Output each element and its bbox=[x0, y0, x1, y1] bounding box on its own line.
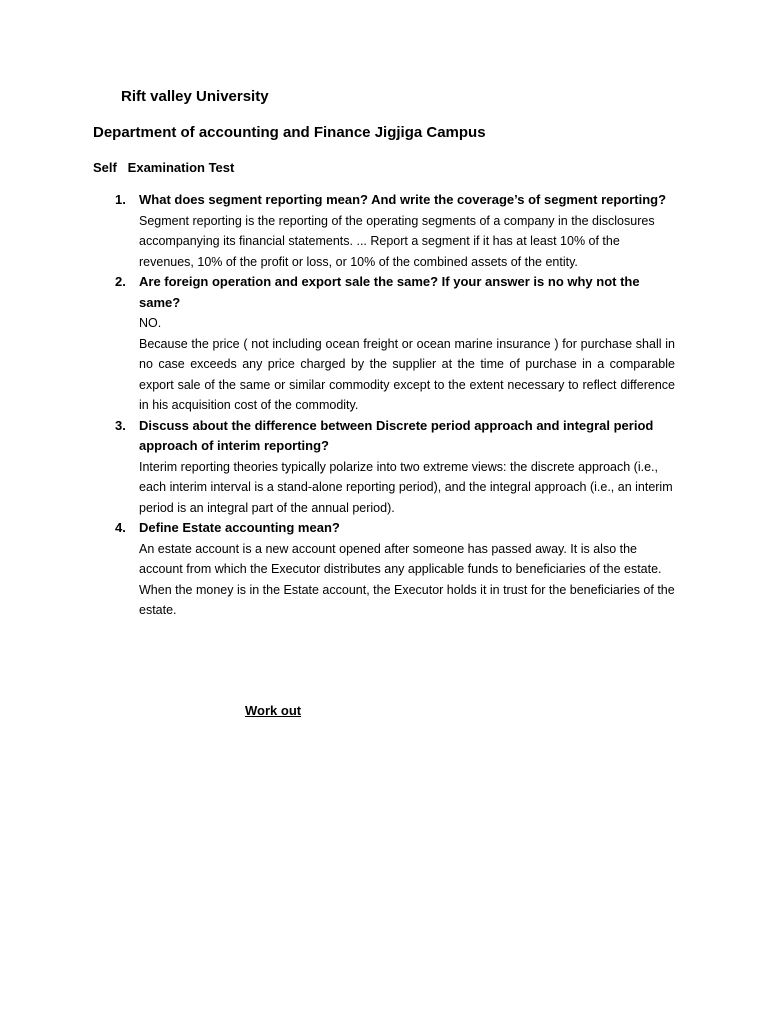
question-list bbox=[115, 190, 675, 621]
university-name: Rift valley University bbox=[121, 88, 269, 105]
question-item bbox=[115, 190, 675, 272]
workout-heading: Work out bbox=[245, 703, 302, 718]
answer-text: Because the price ( not including ocean freight or ocean marine insurance ) for purchase shall in no case exceeds any price charged by the supplier at the time of purchase in a comparable export sale of the same or similar commodity except to the extent necessary to reflect difference in his acquisition cost of the commodity. bbox=[139, 336, 675, 412]
question-item bbox=[115, 416, 675, 519]
question-number: 3. bbox=[115, 417, 126, 433]
answer-text: Segment reporting is the reporting of the operating segments of a company in the disclosures accompanying its financial statements. ... Report a segment if it has at least 10% of the revenues, 10% of the profit or loss, or 10% of the combined assets of the entity. bbox=[139, 213, 655, 269]
question-text: What does segment reporting mean? And write the coverage’s of segment reporting? bbox=[139, 192, 667, 207]
question-text: Define Estate accounting mean? bbox=[139, 520, 340, 535]
question-item bbox=[115, 518, 675, 621]
test-title: Self Examination Test bbox=[93, 160, 235, 175]
question-number: 4. bbox=[115, 520, 126, 535]
answer-short: NO. bbox=[139, 316, 162, 330]
question-text: Are foreign operation and export sale the same? If your answer is no why not the same? bbox=[139, 274, 640, 310]
question-item bbox=[115, 272, 675, 416]
answer-text: An estate account is a new account opened after someone has passed away. It is also the account from which the Executor distributes any applicable funds to beneficiaries of the estate. When the money is in the Estate account, the Executor holds it in trust for the beneficiaries of the estate. bbox=[139, 541, 675, 617]
answer-text: Interim reporting theories typically polarize into two extreme views: the discrete approach (i.e., each interim interval is a stand-alone reporting period), and the integral approach (i.e., an interim period is an integral part of the annual period). bbox=[139, 459, 673, 515]
question-text: Discuss about the difference between Discrete period approach and integral period approach of interim reporting? bbox=[139, 417, 654, 453]
department-title: Department of accounting and Finance Jigjiga Campus bbox=[93, 124, 486, 141]
question-number: 1. bbox=[115, 192, 126, 207]
question-number: 2. bbox=[115, 274, 126, 289]
